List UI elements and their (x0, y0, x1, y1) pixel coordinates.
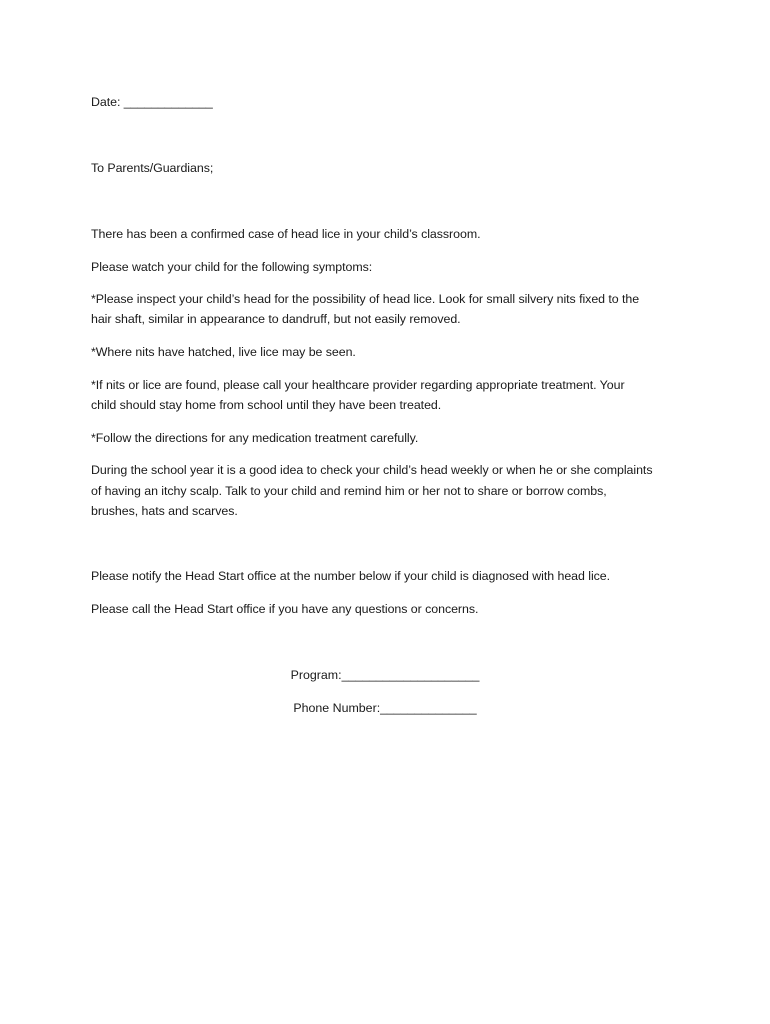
advice-line-2: of having an itchy scalp. Talk to your child and remind him or her not to share or borrow combs, (91, 484, 607, 498)
advice-line-3: brushes, hats and scarves. (91, 504, 238, 518)
advice-line-1: During the school year it is a good idea to check your child’s head weekly or when he or she complaints (91, 463, 653, 477)
symptom-item-3-line-2: child should stay home from school until they have been treated. (91, 398, 442, 412)
symptom-item-1-line-1: *Please inspect your child’s head for the possibility of head lice. Look for small silvery nits fixed to the (91, 292, 640, 306)
watch-text: Please watch your child for the following symptoms: (91, 260, 373, 274)
salutation: To Parents/Guardians; (91, 161, 214, 175)
symptom-item-3-line-1: *If nits or lice are found, please call your healthcare provider regarding appropriate treatment. Your (91, 378, 625, 392)
program-line: Program:____________________ (290, 668, 480, 682)
intro-text: There has been a confirmed case of head lice in your child’s classroom. (91, 227, 481, 241)
questions-text: Please call the Head Start office if you have any questions or concerns. (91, 602, 479, 616)
symptom-item-4: *Follow the directions for any medication treatment carefully. (91, 431, 419, 445)
phone-number-line: Phone Number:______________ (293, 701, 477, 715)
date-line: Date: _____________ (91, 95, 213, 109)
notify-text: Please notify the Head Start office at the number below if your child is diagnosed with head lice. (91, 569, 611, 583)
symptom-item-1-line-2: hair shaft, similar in appearance to dandruff, but not easily removed. (91, 312, 461, 326)
symptom-item-2: *Where nits have hatched, live lice may be seen. (91, 345, 356, 359)
